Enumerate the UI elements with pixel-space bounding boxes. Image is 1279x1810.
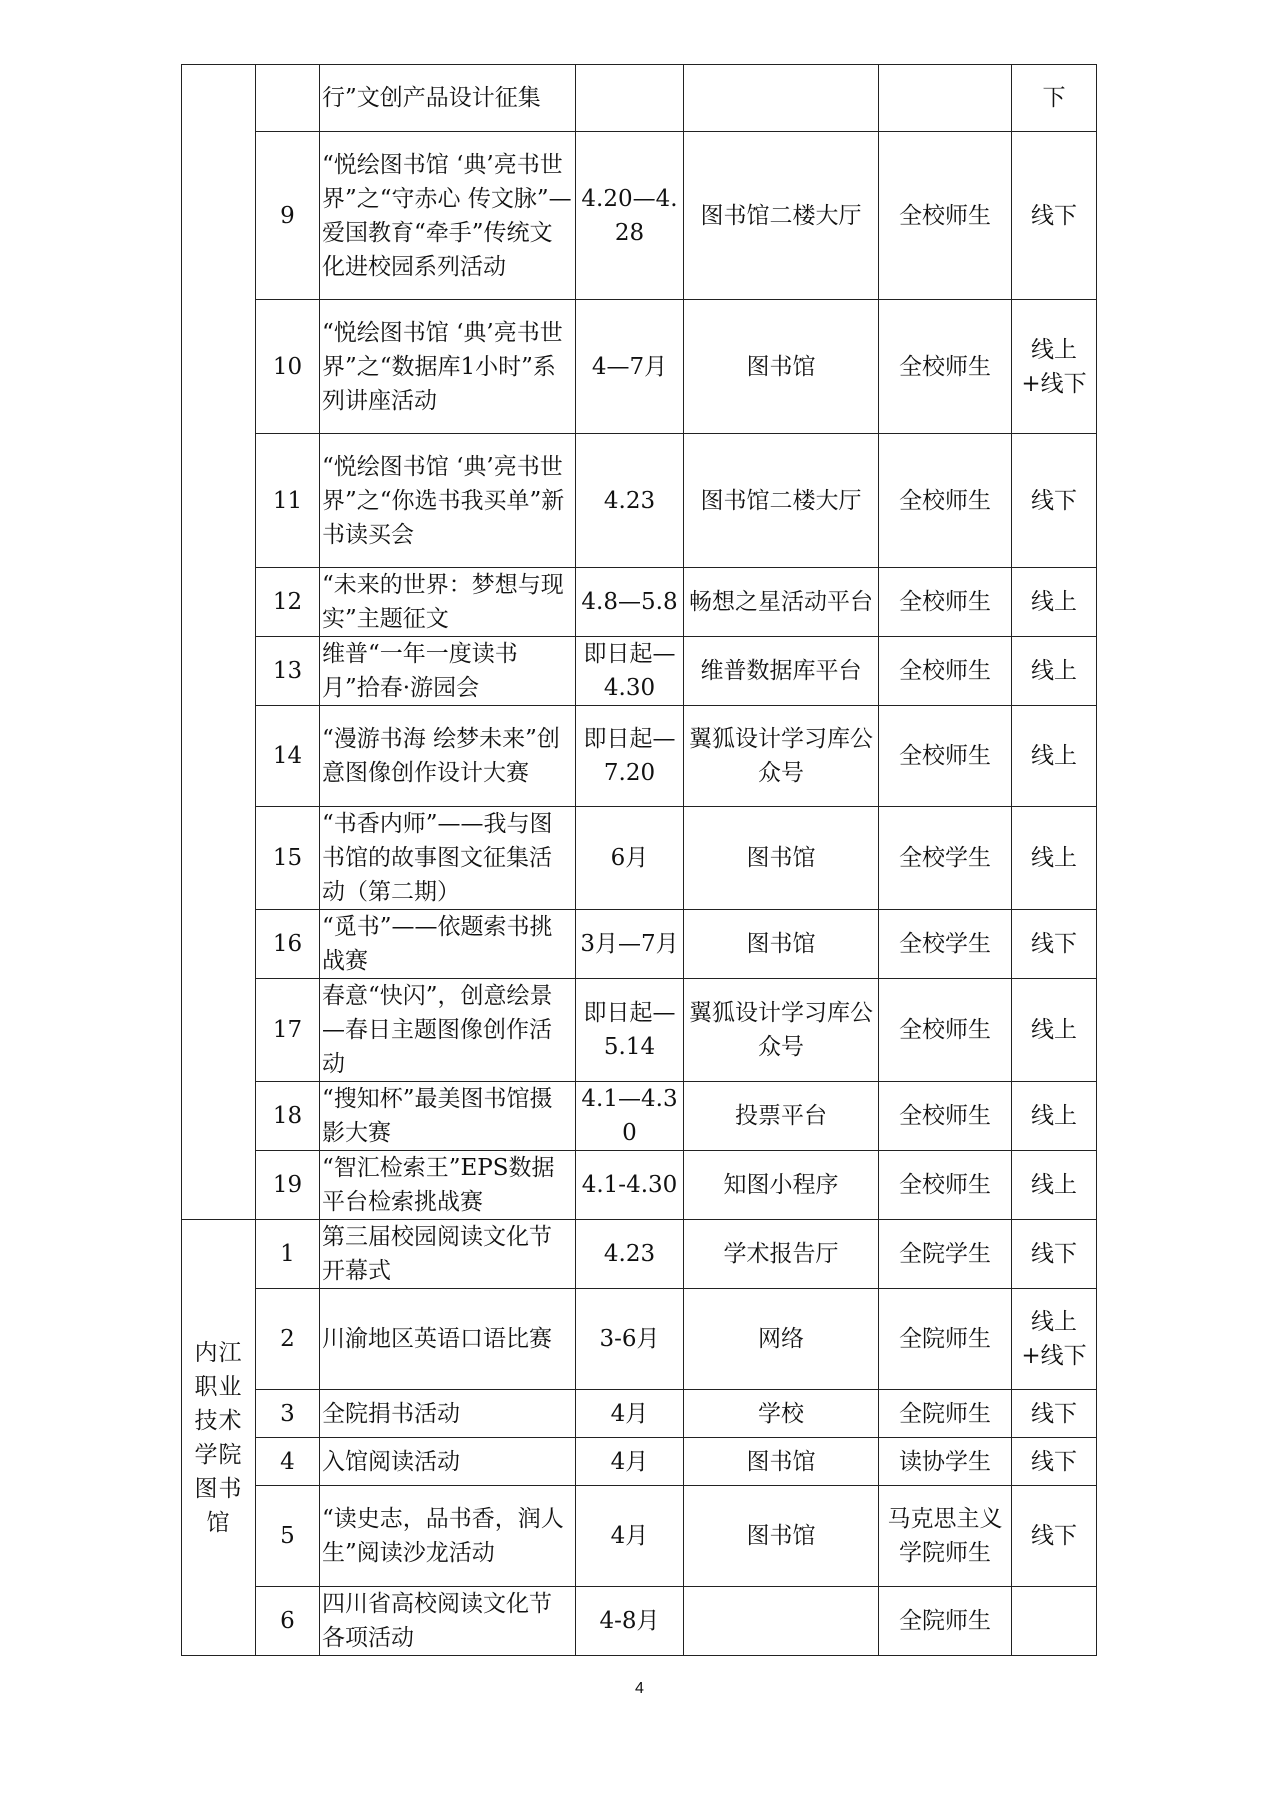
activity-place: 翼狐设计学习库公众号: [684, 706, 879, 807]
activity-audience: 全院学生: [879, 1220, 1012, 1289]
row-number: 9: [256, 132, 320, 300]
activity-time: 4.1-4.30: [576, 1151, 684, 1220]
activity-time: 4.20—4.28: [576, 132, 684, 300]
activity-place: [684, 1587, 879, 1656]
activity-time: 4-8月: [576, 1587, 684, 1656]
table-row: [182, 132, 1097, 300]
table-row: [182, 807, 1097, 910]
activity-name: 行”文创产品设计征集: [320, 65, 576, 132]
activity-audience: 全校学生: [879, 807, 1012, 910]
activity-place: 知图小程序: [684, 1151, 879, 1220]
activity-name: 四川省高校阅读文化节各项活动: [320, 1587, 576, 1656]
activity-name: “智汇检索王”EPS数据平台检索挑战赛: [320, 1151, 576, 1220]
activity-table: [181, 64, 1097, 1656]
activity-place: 网络: [684, 1289, 879, 1390]
activity-name: “悦绘图书馆 ‘典’亮书世界”之“你选书我买单”新书读买会: [320, 434, 576, 568]
activity-name: “漫游书海 绘梦未来”创意图像创作设计大赛: [320, 706, 576, 807]
activity-name: “读史志，品书香，润人生”阅读沙龙活动: [320, 1486, 576, 1587]
activity-time: 3月—7月: [576, 910, 684, 979]
activity-mode: 线上: [1012, 1082, 1097, 1151]
activity-place: 图书馆: [684, 807, 879, 910]
table-row: [182, 1587, 1097, 1656]
activity-name: “搜知杯”最美图书馆摄影大赛: [320, 1082, 576, 1151]
row-number: 19: [256, 1151, 320, 1220]
row-number: [256, 65, 320, 132]
activity-audience: 读协学生: [879, 1438, 1012, 1486]
activity-place: 图书馆二楼大厅: [684, 434, 879, 568]
table-row: [182, 1151, 1097, 1220]
activity-mode: 线下: [1012, 434, 1097, 568]
row-number: 1: [256, 1220, 320, 1289]
activity-time: 4.23: [576, 1220, 684, 1289]
activity-mode: 线下: [1012, 1220, 1097, 1289]
activity-mode: 线下: [1012, 910, 1097, 979]
activity-place: 图书馆: [684, 910, 879, 979]
row-number: 16: [256, 910, 320, 979]
activity-time: 即日起—4.30: [576, 637, 684, 706]
activity-name: 第三届校园阅读文化节开幕式: [320, 1220, 576, 1289]
row-number: 17: [256, 979, 320, 1082]
activity-audience: 全校学生: [879, 910, 1012, 979]
activity-place: 学校: [684, 1390, 879, 1438]
table-row: [182, 1220, 1097, 1289]
activity-mode: 线上: [1012, 706, 1097, 807]
activity-name: 入馆阅读活动: [320, 1438, 576, 1486]
row-number: 11: [256, 434, 320, 568]
activity-audience: [879, 65, 1012, 132]
table-row: [182, 637, 1097, 706]
activity-mode: 线下: [1012, 132, 1097, 300]
activity-audience: 全校师生: [879, 1082, 1012, 1151]
activity-time: 4月: [576, 1438, 684, 1486]
row-number: 13: [256, 637, 320, 706]
row-number: 18: [256, 1082, 320, 1151]
activity-place: 学术报告厅: [684, 1220, 879, 1289]
activity-name: “未来的世界：梦想与现实”主题征文: [320, 568, 576, 637]
activity-name: “书香内师”——我与图书馆的故事图文征集活动（第二期）: [320, 807, 576, 910]
row-number: 5: [256, 1486, 320, 1587]
row-number: 10: [256, 300, 320, 434]
activity-place: 畅想之星活动平台: [684, 568, 879, 637]
activity-audience: 全校师生: [879, 568, 1012, 637]
activity-time: 4.23: [576, 434, 684, 568]
activity-time: 4月: [576, 1486, 684, 1587]
row-number: 4: [256, 1438, 320, 1486]
activity-place: 图书馆: [684, 1486, 879, 1587]
activity-audience: 全校师生: [879, 300, 1012, 434]
row-number: 12: [256, 568, 320, 637]
activity-mode: 线上: [1012, 979, 1097, 1082]
table-row: [182, 65, 1097, 132]
table-row: [182, 706, 1097, 807]
activity-place: [684, 65, 879, 132]
activity-place: 图书馆: [684, 300, 879, 434]
activity-audience: 全校师生: [879, 706, 1012, 807]
activity-name: “觅书”——依题索书挑战赛: [320, 910, 576, 979]
activity-mode: 线上: [1012, 1151, 1097, 1220]
row-number: 3: [256, 1390, 320, 1438]
activity-mode: 线下: [1012, 1390, 1097, 1438]
page-number: 4: [635, 1680, 644, 1697]
activity-mode: 线上+线下: [1012, 1289, 1097, 1390]
activity-mode: 线下: [1012, 1438, 1097, 1486]
table-row: [182, 434, 1097, 568]
table-row: [182, 979, 1097, 1082]
row-number: 6: [256, 1587, 320, 1656]
activity-name: “悦绘图书馆 ‘典’亮书世界”之“数据库1小时”系列讲座活动: [320, 300, 576, 434]
table-row: [182, 1486, 1097, 1587]
row-number: 2: [256, 1289, 320, 1390]
table-row: [182, 568, 1097, 637]
activity-mode: 线上+线下: [1012, 300, 1097, 434]
activity-audience: 全校师生: [879, 132, 1012, 300]
organization-cell: [182, 65, 256, 1220]
activity-audience: 马克思主义学院师生: [879, 1486, 1012, 1587]
activity-name: “悦绘图书馆 ‘典’亮书世界”之“守赤心 传文脉”—爱国教育“牵手”传统文化进校园系列活动: [320, 132, 576, 300]
activity-audience: 全校师生: [879, 1151, 1012, 1220]
table-row: [182, 1082, 1097, 1151]
activity-audience: 全院师生: [879, 1587, 1012, 1656]
activity-mode: 线上: [1012, 637, 1097, 706]
activity-time: 4月: [576, 1390, 684, 1438]
table-row: [182, 1438, 1097, 1486]
activity-time: [576, 65, 684, 132]
table-row: [182, 300, 1097, 434]
activity-time: 4—7月: [576, 300, 684, 434]
activity-audience: 全院师生: [879, 1390, 1012, 1438]
activity-place: 投票平台: [684, 1082, 879, 1151]
activity-audience: 全校师生: [879, 979, 1012, 1082]
activity-time: 4.8—5.8: [576, 568, 684, 637]
activity-time: 即日起—7.20: [576, 706, 684, 807]
activity-place: 图书馆二楼大厅: [684, 132, 879, 300]
activity-audience: 全院师生: [879, 1289, 1012, 1390]
organization-name: 内江职业技术学院图书馆: [194, 1339, 243, 1536]
activity-time: 3-6月: [576, 1289, 684, 1390]
organization-cell: [182, 1220, 256, 1656]
activity-mode: 线上: [1012, 807, 1097, 910]
activity-audience: 全校师生: [879, 434, 1012, 568]
table-row: [182, 910, 1097, 979]
row-number: 14: [256, 706, 320, 807]
activity-name: 川渝地区英语口语比赛: [320, 1289, 576, 1390]
activity-name: 维普“一年一度读书月”拾春·游园会: [320, 637, 576, 706]
table-row: [182, 1289, 1097, 1390]
activity-name: 春意“快闪”，创意绘景—春日主题图像创作活动: [320, 979, 576, 1082]
activity-time: 即日起—5.14: [576, 979, 684, 1082]
table-row: [182, 1390, 1097, 1438]
activity-place: 图书馆: [684, 1438, 879, 1486]
activity-place: 翼狐设计学习库公众号: [684, 979, 879, 1082]
activity-time: 6月: [576, 807, 684, 910]
activity-name: 全院捐书活动: [320, 1390, 576, 1438]
row-number: 15: [256, 807, 320, 910]
activity-place: 维普数据库平台: [684, 637, 879, 706]
activity-time: 4.1—4.30: [576, 1082, 684, 1151]
activity-mode: 线下: [1012, 1486, 1097, 1587]
activity-mode: 下: [1012, 65, 1097, 132]
activity-mode: 线上: [1012, 568, 1097, 637]
activity-mode: [1012, 1587, 1097, 1656]
activity-audience: 全校师生: [879, 637, 1012, 706]
